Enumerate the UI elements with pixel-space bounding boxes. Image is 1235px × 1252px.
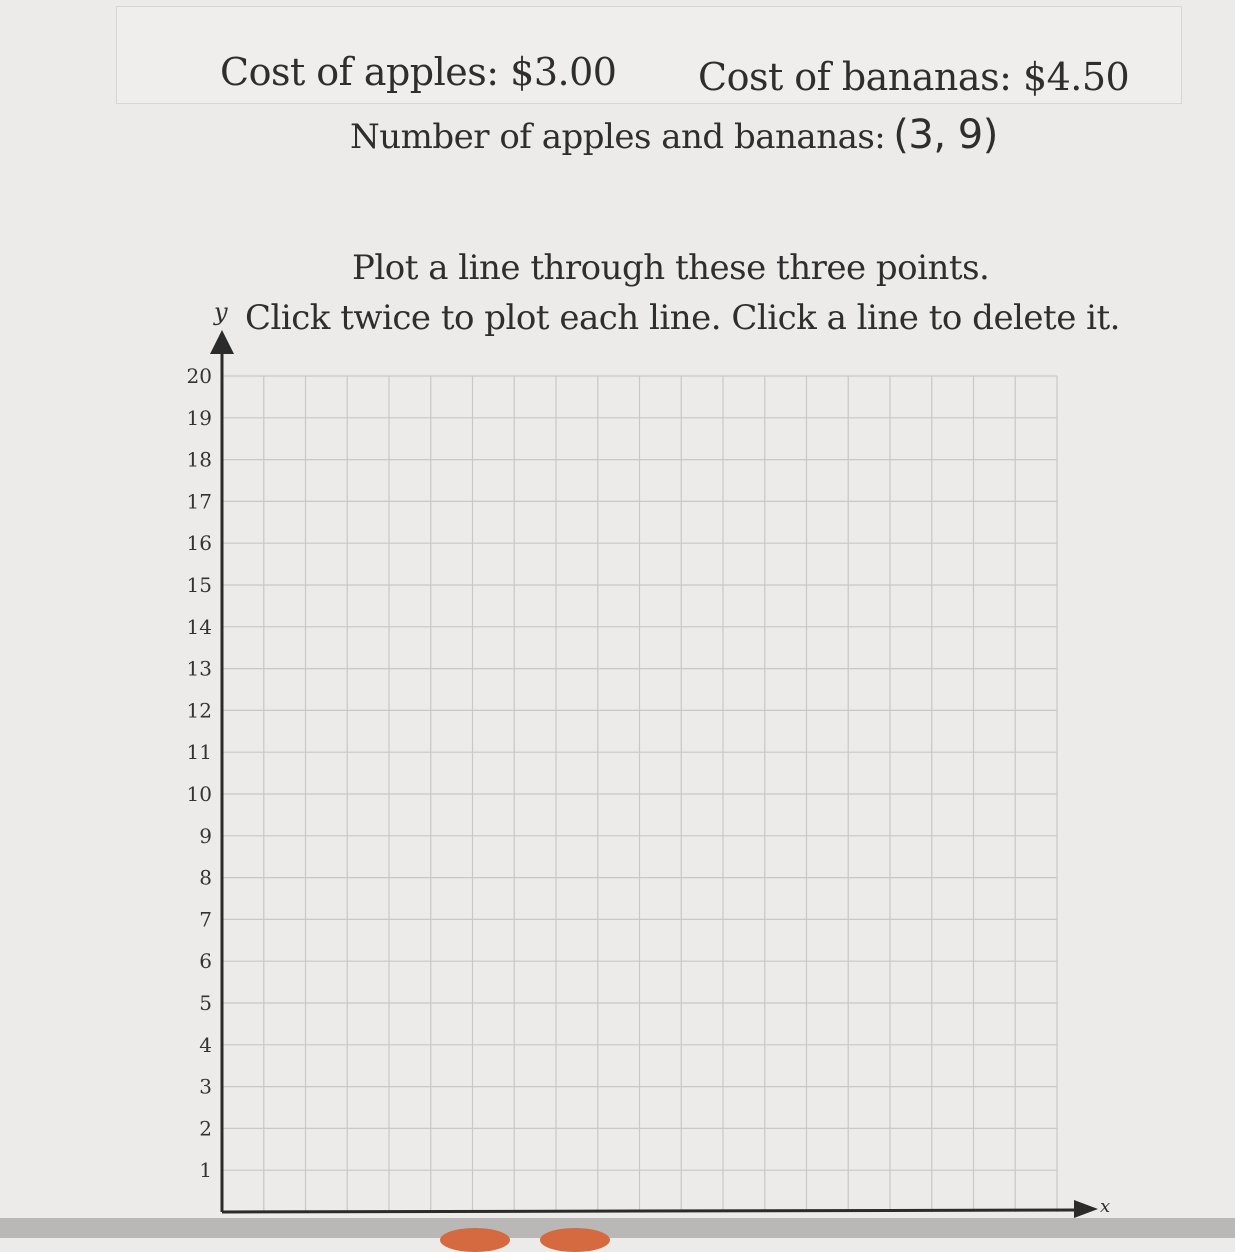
y-tick-label: 17 <box>186 489 212 514</box>
y-tick-label: 14 <box>186 614 212 639</box>
y-tick-label: 1 <box>199 1158 212 1183</box>
x-axis-label: x <box>1100 1196 1111 1217</box>
y-tick-label: 13 <box>186 656 212 681</box>
bottom-blob <box>440 1228 510 1252</box>
y-axis-label: y <box>214 298 228 326</box>
axes <box>210 330 1098 1218</box>
y-tick-label: 18 <box>186 447 212 472</box>
bottom-strip <box>0 1218 1235 1238</box>
bottom-blob <box>540 1228 610 1252</box>
instruction-plot: Plot a line through these three points. <box>352 248 990 288</box>
y-tick-label: 10 <box>186 782 212 806</box>
x-axis-arrow <box>1074 1200 1098 1218</box>
y-tick-label: 11 <box>186 740 212 765</box>
y-tick-label: 8 <box>199 865 212 890</box>
y-tick-label: 16 <box>186 531 212 556</box>
y-tick-label: 7 <box>199 907 212 932</box>
y-tick-label: 2 <box>199 1116 212 1141</box>
y-tick-label: 19 <box>186 405 212 430</box>
instruction-click: Click twice to plot each line. Click a line to delete it. <box>245 298 1120 338</box>
numbers-label: Number of apples and bananas: <box>350 117 886 157</box>
y-tick-label: 5 <box>199 991 212 1015</box>
y-tick-label: 4 <box>199 1032 212 1057</box>
banana-cost: Cost of bananas: $4.50 <box>698 55 1130 99</box>
y-tick-label: 9 <box>199 823 212 848</box>
y-tick-label: 15 <box>186 573 212 597</box>
numbers-value: (3, 9) <box>893 112 998 158</box>
y-tick-labels <box>187 364 212 1182</box>
y-tick-label: 6 <box>199 949 212 974</box>
y-tick-label: 3 <box>199 1074 212 1099</box>
y-tick-label: 20 <box>186 364 212 388</box>
grid-lines[interactable] <box>222 376 1057 1212</box>
apple-cost: Cost of apples: $3.00 <box>220 50 617 94</box>
y-tick-label: 12 <box>186 698 212 723</box>
y-axis-arrow <box>210 330 234 354</box>
x-axis-line <box>222 1210 1078 1212</box>
